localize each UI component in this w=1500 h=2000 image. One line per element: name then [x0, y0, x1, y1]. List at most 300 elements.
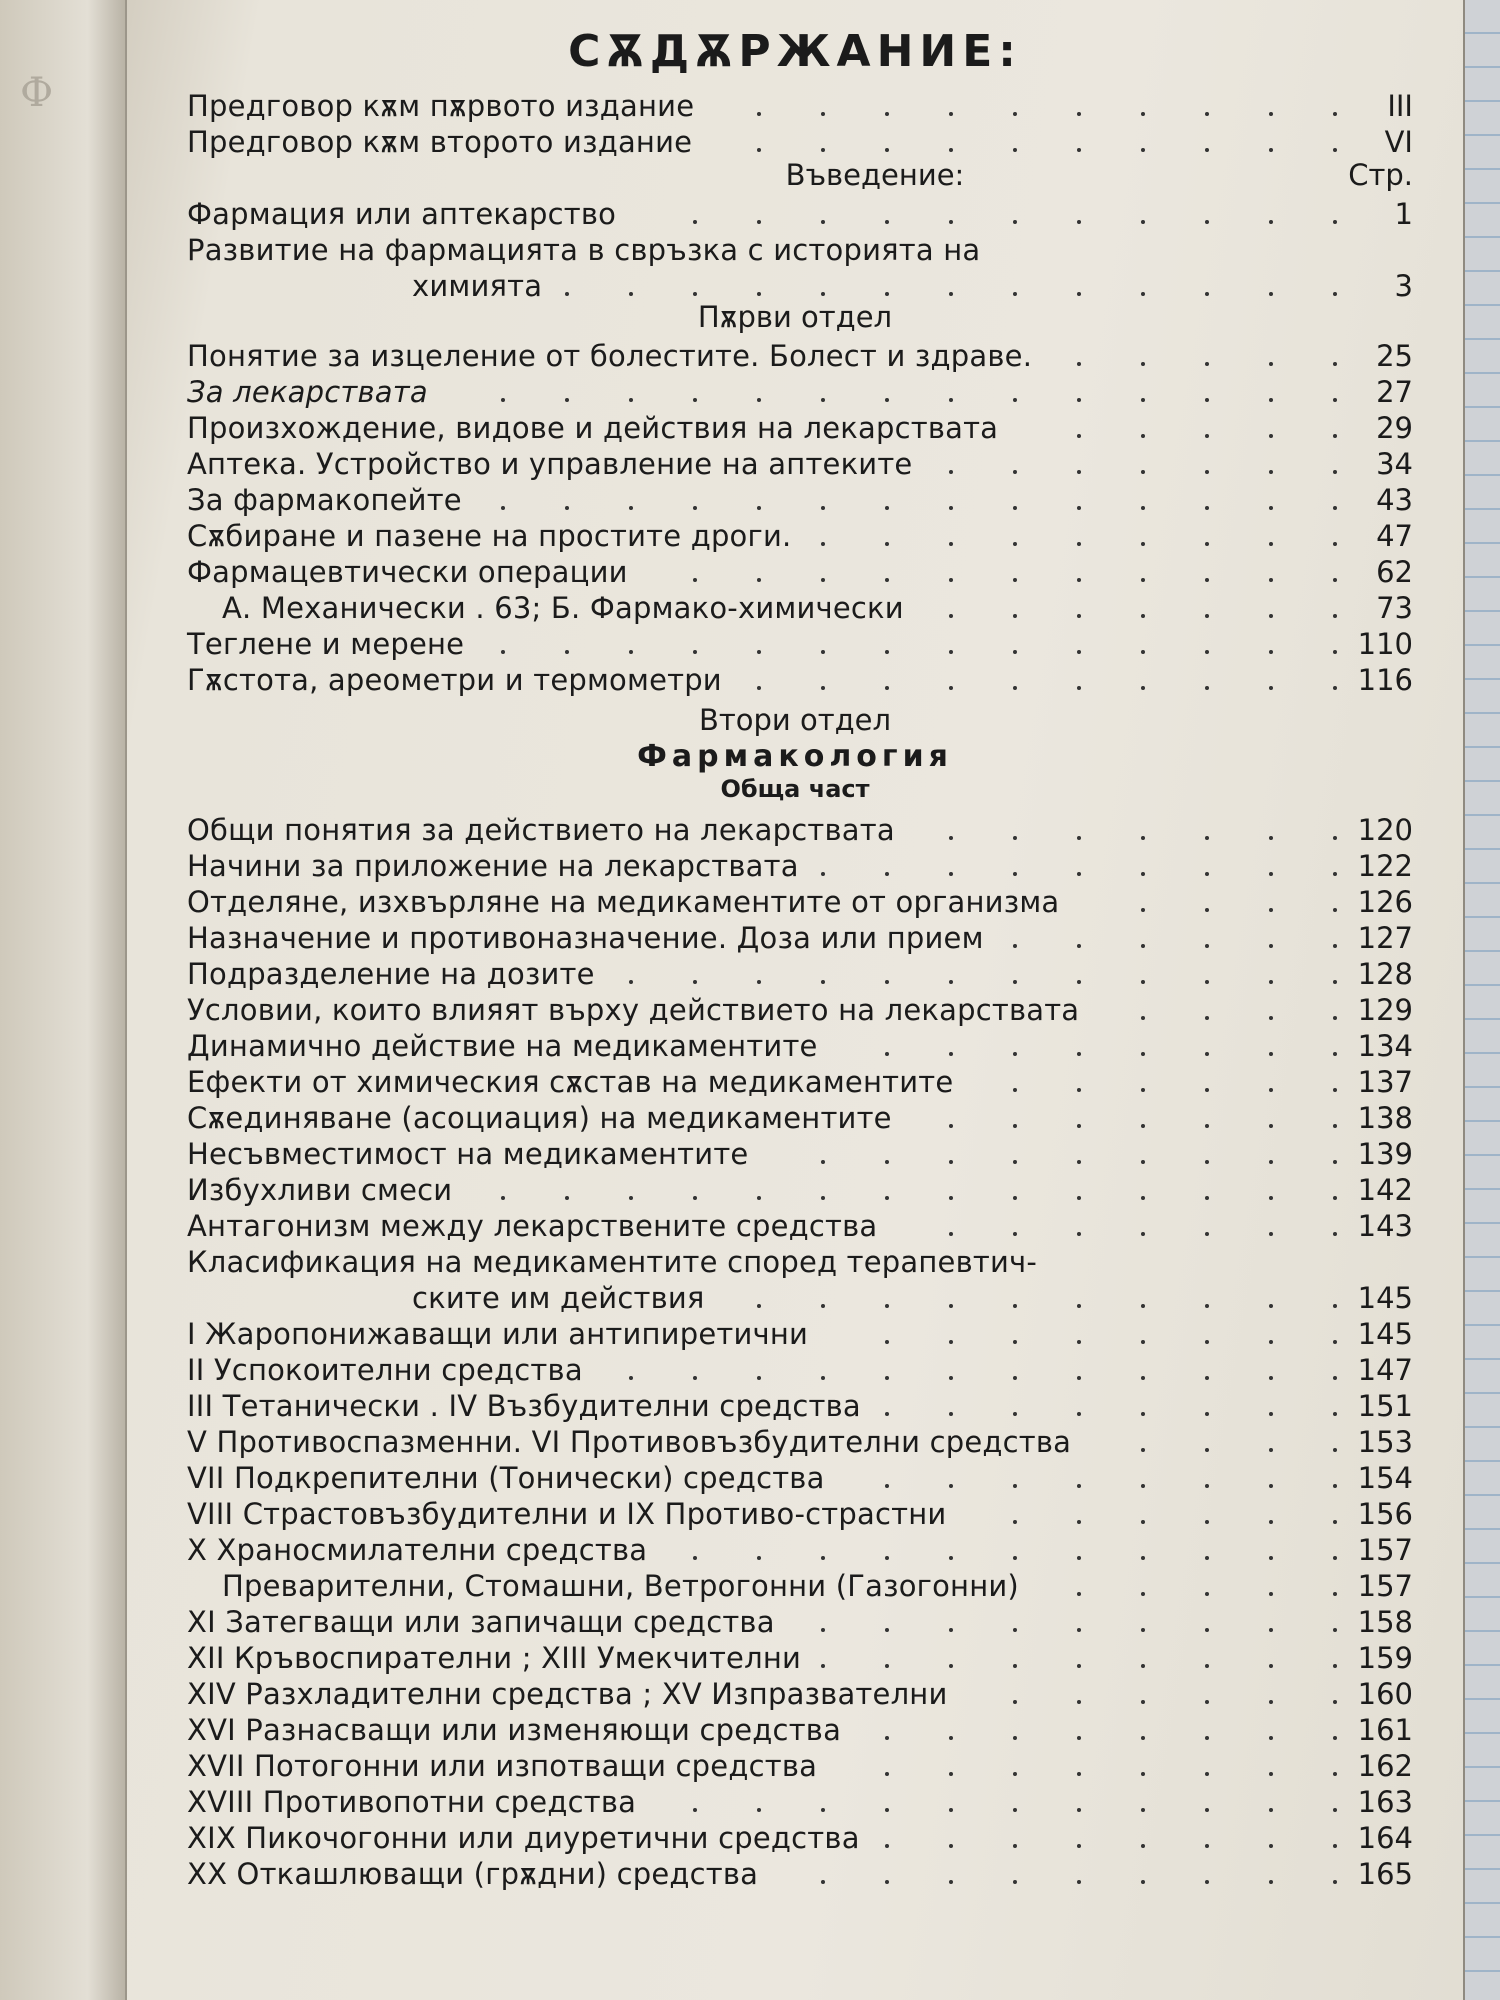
- leader-dot: [1205, 1376, 1209, 1380]
- leader-dot: [1333, 506, 1337, 510]
- toc-entry: [127, 1028, 1463, 1064]
- toc-entry-title: Предговор кѫм пѫрвото издание: [187, 89, 695, 123]
- leader-dot: [1077, 220, 1081, 224]
- leader-dot: [1077, 836, 1081, 840]
- leader-dot: [1269, 1628, 1273, 1632]
- leader-dot: [757, 220, 761, 224]
- toc-entry-page: 165: [1357, 1857, 1413, 1891]
- leader-dot: [1333, 398, 1337, 402]
- toc-entry-page: 126: [1357, 885, 1413, 919]
- toc-entry-title: XIV Разхладителни средства ; XV Изпразвателни: [187, 1677, 948, 1711]
- leader-dot: [1141, 362, 1145, 366]
- toc-entry-title: Назначение и противоназначение. Доза или прием: [187, 921, 984, 955]
- leader-dot: [1077, 1880, 1081, 1884]
- leader-dot: [693, 220, 697, 224]
- toc-entry: [127, 1532, 1463, 1568]
- leader-dot: [1205, 292, 1209, 296]
- leader-dot: [1077, 398, 1081, 402]
- part1-heading: Пѫрви отдел: [697, 300, 893, 334]
- leader-dot: [1269, 542, 1273, 546]
- toc-entry-title: XIX Пикочогонни или диуретични средства: [187, 1821, 860, 1855]
- leader-dot: [1269, 1556, 1273, 1560]
- leader-dot: [821, 148, 825, 152]
- leader-dot: [1269, 1736, 1273, 1740]
- leader-dot: [1269, 1772, 1273, 1776]
- leader-dot: [949, 1052, 953, 1056]
- leader-dot: [1333, 1628, 1337, 1632]
- leader-dot: [1077, 1628, 1081, 1632]
- leader-dot: [821, 1628, 825, 1632]
- leader-dot: [821, 1196, 825, 1200]
- leader-dot: [1077, 944, 1081, 948]
- leader-dot: [1077, 686, 1081, 690]
- toc-entry-title: химията: [412, 269, 543, 303]
- toc-entry-title: А. Механически . 63; Б. Фармако-химически: [222, 591, 904, 625]
- toc-entry: [127, 1064, 1463, 1100]
- leader-dot: [1269, 1052, 1273, 1056]
- leader-dot: [821, 686, 825, 690]
- leader-dot: [821, 578, 825, 582]
- leader-dot: [501, 506, 505, 510]
- toc-entry: [127, 1604, 1463, 1640]
- toc-entry-title: Сѫбиране и пазене на простите дроги.: [187, 519, 792, 553]
- leader-dot: [1269, 578, 1273, 582]
- leader-dot: [1141, 1628, 1145, 1632]
- leader-dot: [1333, 1232, 1337, 1236]
- leader-dot: [885, 1628, 889, 1632]
- leader-dot: [949, 292, 953, 296]
- leader-dot: [1333, 1304, 1337, 1308]
- toc-entry-title: Гѫстота, ареометри и термометри: [187, 663, 722, 697]
- toc-entry: [127, 920, 1463, 956]
- leader-dot: [885, 292, 889, 296]
- leader-dot: [757, 148, 761, 152]
- toc-entry-page: 164: [1357, 1821, 1413, 1855]
- leader-dot: [821, 650, 825, 654]
- leader-dot: [949, 1808, 953, 1812]
- toc-entry-title: Общи понятия за действието на лекарствата: [187, 813, 895, 847]
- leader-dot: [1141, 470, 1145, 474]
- toc-entry: [127, 1568, 1463, 1604]
- leader-dot: [1269, 1196, 1273, 1200]
- leader-dot: [1269, 148, 1273, 152]
- toc-entry: [127, 1352, 1463, 1388]
- leader-dot: [1013, 1376, 1017, 1380]
- leader-dot: [1141, 434, 1145, 438]
- leader-dot: [1205, 1772, 1209, 1776]
- toc-entry-title: Подразделение на дозите: [187, 957, 595, 991]
- toc-entry-page: 143: [1357, 1209, 1413, 1243]
- leader-dot: [1077, 1664, 1081, 1668]
- leader-dot: [1141, 1232, 1145, 1236]
- leader-dot: [757, 112, 761, 116]
- leader-dot: [1013, 836, 1017, 840]
- toc-entry: [127, 884, 1463, 920]
- leader-dot: [1077, 1844, 1081, 1848]
- leader-dot: [885, 1664, 889, 1668]
- leader-dot: [1013, 1160, 1017, 1164]
- leader-dot: [885, 1736, 889, 1740]
- leader-dot: [1205, 686, 1209, 690]
- toc-entry-title: Избухливи смеси: [187, 1173, 453, 1207]
- leader-dot: [949, 872, 953, 876]
- leader-dot: [1333, 1052, 1337, 1056]
- leader-dot: [1205, 398, 1209, 402]
- leader-dot: [1269, 1016, 1273, 1020]
- leader-dot: [1077, 1232, 1081, 1236]
- leader-dot: [1077, 362, 1081, 366]
- leader-dot: [821, 1556, 825, 1560]
- leader-dot: [1269, 470, 1273, 474]
- leader-dot: [885, 1304, 889, 1308]
- leader-dot: [1077, 542, 1081, 546]
- leader-dot: [1205, 1628, 1209, 1632]
- toc-entry-title: Условии, които влияят върху действието на лекарствата: [187, 993, 1080, 1027]
- leader-dot: [565, 292, 569, 296]
- leader-dot: [1205, 220, 1209, 224]
- leader-dot: [1333, 944, 1337, 948]
- leader-dot: [949, 1196, 953, 1200]
- leader-dot: [1013, 944, 1017, 948]
- leader-dot: [1141, 1016, 1145, 1020]
- leader-dot: [1141, 1484, 1145, 1488]
- leader-dot: [501, 398, 505, 402]
- toc-entry-title: Аптека. Устройство и управление на аптеките: [187, 447, 913, 481]
- leader-dot: [1141, 1880, 1145, 1884]
- leader-dot: [821, 1376, 825, 1380]
- leader-dot: [949, 542, 953, 546]
- left-page-edge: [0, 0, 127, 2000]
- leader-dot: [1205, 1844, 1209, 1848]
- toc-entry-page: 163: [1357, 1785, 1413, 1819]
- leader-dot: [1013, 470, 1017, 474]
- leader-dot: [1141, 1412, 1145, 1416]
- leader-dot: [885, 1412, 889, 1416]
- leader-dot: [1013, 220, 1017, 224]
- toc-entry: [127, 1172, 1463, 1208]
- toc-entry: [127, 1496, 1463, 1532]
- leader-dot: [757, 650, 761, 654]
- leader-dot: [693, 980, 697, 984]
- leader-dot: [949, 1160, 953, 1164]
- leader-dot: [821, 220, 825, 224]
- part2-subject: Фармакология: [637, 739, 953, 774]
- leader-dot: [1013, 1664, 1017, 1668]
- toc-entry: [127, 1460, 1463, 1496]
- leader-dot: [501, 1196, 505, 1200]
- toc-entry-title: Класификация на медикаментите според терапевтич-: [187, 1245, 1038, 1279]
- leader-dot: [1013, 1052, 1017, 1056]
- leader-dot: [1333, 1016, 1337, 1020]
- leader-dot: [757, 1556, 761, 1560]
- leader-dot: [1077, 1808, 1081, 1812]
- toc-entry: [127, 1784, 1463, 1820]
- leader-dot: [1013, 686, 1017, 690]
- toc-entry-title: Фармацевтически операции: [187, 555, 628, 589]
- toc-entry-title: За фармакопейте: [187, 483, 462, 517]
- toc-entry-title: ските им действия: [412, 1281, 705, 1315]
- leader-dot: [1333, 148, 1337, 152]
- leader-dot: [1269, 506, 1273, 510]
- leader-dot: [1269, 112, 1273, 116]
- leader-dot: [565, 650, 569, 654]
- leader-dot: [1013, 1124, 1017, 1128]
- leader-dot: [1205, 1052, 1209, 1056]
- toc-entry-title: Начини за приложение на лекарствата: [187, 849, 799, 883]
- leader-dot: [629, 1196, 633, 1200]
- leader-dot: [1333, 650, 1337, 654]
- leader-dot: [1141, 1664, 1145, 1668]
- toc-entry: [127, 232, 1463, 268]
- toc-entry-page: 116: [1357, 663, 1413, 697]
- leader-dot: [1269, 614, 1273, 618]
- leader-dot: [1205, 1592, 1209, 1596]
- leader-dot: [1077, 650, 1081, 654]
- toc-entry-page: 122: [1357, 849, 1413, 883]
- leader-dot: [1205, 1304, 1209, 1308]
- leader-dot: [949, 1484, 953, 1488]
- leader-dot: [1141, 542, 1145, 546]
- leader-dot: [757, 506, 761, 510]
- leader-dot: [1077, 1592, 1081, 1596]
- leader-dot: [757, 686, 761, 690]
- toc-entry: [127, 1748, 1463, 1784]
- leader-dot: [949, 1412, 953, 1416]
- leader-dot: [1141, 614, 1145, 618]
- toc-entry-page: 137: [1357, 1065, 1413, 1099]
- leader-dot: [1269, 1520, 1273, 1524]
- leader-dot: [1205, 112, 1209, 116]
- leader-dot: [1205, 908, 1209, 912]
- leader-dot: [1141, 944, 1145, 948]
- leader-dot: [1333, 1880, 1337, 1884]
- leader-dot: [1141, 1160, 1145, 1164]
- leader-dot: [1141, 220, 1145, 224]
- leader-dot: [1205, 1340, 1209, 1344]
- leader-dot: [1077, 1412, 1081, 1416]
- leader-dot: [1141, 980, 1145, 984]
- leader-dot: [1141, 836, 1145, 840]
- leader-dot: [1077, 1088, 1081, 1092]
- leader-dot: [1013, 1628, 1017, 1632]
- leader-dot: [1013, 398, 1017, 402]
- leader-dot: [1333, 1736, 1337, 1740]
- toc-entry: [127, 88, 1463, 124]
- leader-dot: [1141, 1700, 1145, 1704]
- leader-dot: [629, 506, 633, 510]
- leader-dot: [885, 1772, 889, 1776]
- leader-dot: [1141, 1448, 1145, 1452]
- leader-dot: [1205, 506, 1209, 510]
- leader-dot: [1269, 908, 1273, 912]
- toc-entry-title: За лекарствата: [187, 375, 428, 409]
- leader-dot: [1269, 1088, 1273, 1092]
- leader-dot: [1013, 506, 1017, 510]
- toc-entry-page: 156: [1357, 1497, 1413, 1531]
- leader-dot: [821, 542, 825, 546]
- leader-dot: [1205, 836, 1209, 840]
- toc-entry: [127, 268, 1463, 304]
- toc-entry-page: 127: [1357, 921, 1413, 955]
- leader-dot: [1205, 1880, 1209, 1884]
- leader-dot: [757, 1304, 761, 1308]
- toc-entry-title: XVIII Противопотни средства: [187, 1785, 637, 1819]
- toc-entry-page: 157: [1357, 1569, 1413, 1603]
- leader-dot: [1333, 1556, 1337, 1560]
- leader-dot: [1333, 1196, 1337, 1200]
- leader-dot: [949, 1556, 953, 1560]
- leader-dot: [1333, 1088, 1337, 1092]
- leader-dot: [821, 292, 825, 296]
- leader-dot: [1013, 1304, 1017, 1308]
- leader-dot: [1333, 872, 1337, 876]
- leader-dot: [885, 220, 889, 224]
- leader-dot: [1205, 434, 1209, 438]
- leader-dot: [1333, 1700, 1337, 1704]
- leader-dot: [1269, 650, 1273, 654]
- leader-dot: [1269, 686, 1273, 690]
- toc-entry-page: 134: [1357, 1029, 1413, 1063]
- leader-dot: [1333, 836, 1337, 840]
- toc-entry-title: XVI Разнасващи или изменяющи средства: [187, 1713, 842, 1747]
- leader-dot: [1269, 362, 1273, 366]
- leader-dot: [1013, 1196, 1017, 1200]
- leader-dot: [949, 1664, 953, 1668]
- leader-dot: [949, 1232, 953, 1236]
- leader-dot: [949, 1376, 953, 1380]
- toc-entry: [127, 1388, 1463, 1424]
- leader-dot: [1013, 1808, 1017, 1812]
- toc-entry: [127, 1100, 1463, 1136]
- toc-entry-page: 142: [1357, 1173, 1413, 1207]
- leader-dot: [1205, 1520, 1209, 1524]
- leader-dot: [1141, 872, 1145, 876]
- leader-dot: [1077, 614, 1081, 618]
- leader-dot: [501, 650, 505, 654]
- leader-dot: [1077, 148, 1081, 152]
- toc-entry: [127, 1712, 1463, 1748]
- leader-dot: [1269, 1412, 1273, 1416]
- leader-dot: [1077, 1484, 1081, 1488]
- toc-entry-page: 27: [1376, 375, 1413, 409]
- leader-dot: [949, 614, 953, 618]
- toc-entry-page: 1: [1394, 197, 1413, 231]
- toc-entry-title: Преварителни, Стомашни, Ветрогонни (Газогонни): [222, 1569, 1019, 1603]
- toc-entry-page: 151: [1357, 1389, 1413, 1423]
- leader-dot: [1205, 362, 1209, 366]
- toc-entry-page: 129: [1357, 993, 1413, 1027]
- leader-dot: [1333, 542, 1337, 546]
- toc-entry: [127, 1820, 1463, 1856]
- leader-dot: [629, 398, 633, 402]
- toc-entry: [127, 956, 1463, 992]
- leader-dot: [1205, 1412, 1209, 1416]
- toc-entry: [127, 626, 1463, 662]
- leader-dot: [1141, 1304, 1145, 1308]
- toc-entry: [127, 518, 1463, 554]
- leader-dot: [885, 1556, 889, 1560]
- leader-dot: [1013, 1484, 1017, 1488]
- leader-dot: [1013, 542, 1017, 546]
- leader-dot: [1077, 506, 1081, 510]
- leader-dot: [885, 1844, 889, 1848]
- leader-dot: [1205, 542, 1209, 546]
- page-title: СѪДѪРЖАНИЕ:: [568, 26, 1022, 77]
- leader-dot: [1141, 578, 1145, 582]
- leader-dot: [1141, 686, 1145, 690]
- leader-dot: [949, 836, 953, 840]
- toc-entry-page: 120: [1357, 813, 1413, 847]
- leader-dot: [1013, 1556, 1017, 1560]
- leader-dot: [757, 1808, 761, 1812]
- toc-entry: [127, 410, 1463, 446]
- toc-entry-title: XI Затегващи или запичащи средства: [187, 1605, 775, 1639]
- leader-dot: [1333, 908, 1337, 912]
- toc-entry-title: Произхождение, видове и действия на лекарствата: [187, 411, 999, 445]
- leader-dot: [1141, 1556, 1145, 1560]
- toc-entry-title: X Храносмилателни средства: [187, 1533, 648, 1567]
- leader-dot: [1333, 1844, 1337, 1848]
- leader-dot: [821, 872, 825, 876]
- leader-dot: [693, 292, 697, 296]
- leader-dot: [885, 506, 889, 510]
- leader-dot: [885, 1340, 889, 1344]
- leader-dot: [1333, 362, 1337, 366]
- leader-dot: [1141, 112, 1145, 116]
- leader-dot: [1013, 112, 1017, 116]
- toc-entry-page: III: [1387, 89, 1413, 123]
- leader-dot: [1077, 470, 1081, 474]
- leader-dot: [1013, 614, 1017, 618]
- leader-dot: [821, 980, 825, 984]
- leader-dot: [1205, 614, 1209, 618]
- leader-dot: [1269, 398, 1273, 402]
- leader-dot: [1269, 1880, 1273, 1884]
- toc-entry: [127, 662, 1463, 698]
- leader-dot: [1141, 1340, 1145, 1344]
- leader-dot: [885, 398, 889, 402]
- leader-dot: [693, 1376, 697, 1380]
- leader-dot: [1333, 1664, 1337, 1668]
- leader-dot: [1077, 112, 1081, 116]
- leader-dot: [885, 148, 889, 152]
- book-page: [127, 0, 1463, 2000]
- leader-dot: [949, 148, 953, 152]
- leader-dot: [1269, 292, 1273, 296]
- page-column-label: Стр.: [1348, 158, 1413, 192]
- leader-dot: [821, 1160, 825, 1164]
- toc-entry: [127, 1676, 1463, 1712]
- toc-entry-page: 160: [1357, 1677, 1413, 1711]
- toc-entry: [127, 1244, 1463, 1280]
- leader-dot: [1333, 1520, 1337, 1524]
- leader-dot: [1269, 1844, 1273, 1848]
- leader-dot: [821, 1880, 825, 1884]
- leader-dot: [1269, 1448, 1273, 1452]
- leader-dot: [1269, 1700, 1273, 1704]
- leader-dot: [949, 980, 953, 984]
- leader-dot: [565, 398, 569, 402]
- leader-dot: [1077, 1340, 1081, 1344]
- leader-dot: [629, 650, 633, 654]
- leader-dot: [1269, 836, 1273, 840]
- toc-entry-title: III Тетанически . IV Възбудителни средства: [187, 1389, 861, 1423]
- leader-dot: [693, 506, 697, 510]
- toc-entry-title: XII Кръвоспирателни ; XIII Умекчителни: [187, 1641, 802, 1675]
- toc-entry-title: Развитие на фармацията в свръзка с историята на: [187, 233, 981, 267]
- toc-entry-page: 147: [1357, 1353, 1413, 1387]
- leader-dot: [1077, 1556, 1081, 1560]
